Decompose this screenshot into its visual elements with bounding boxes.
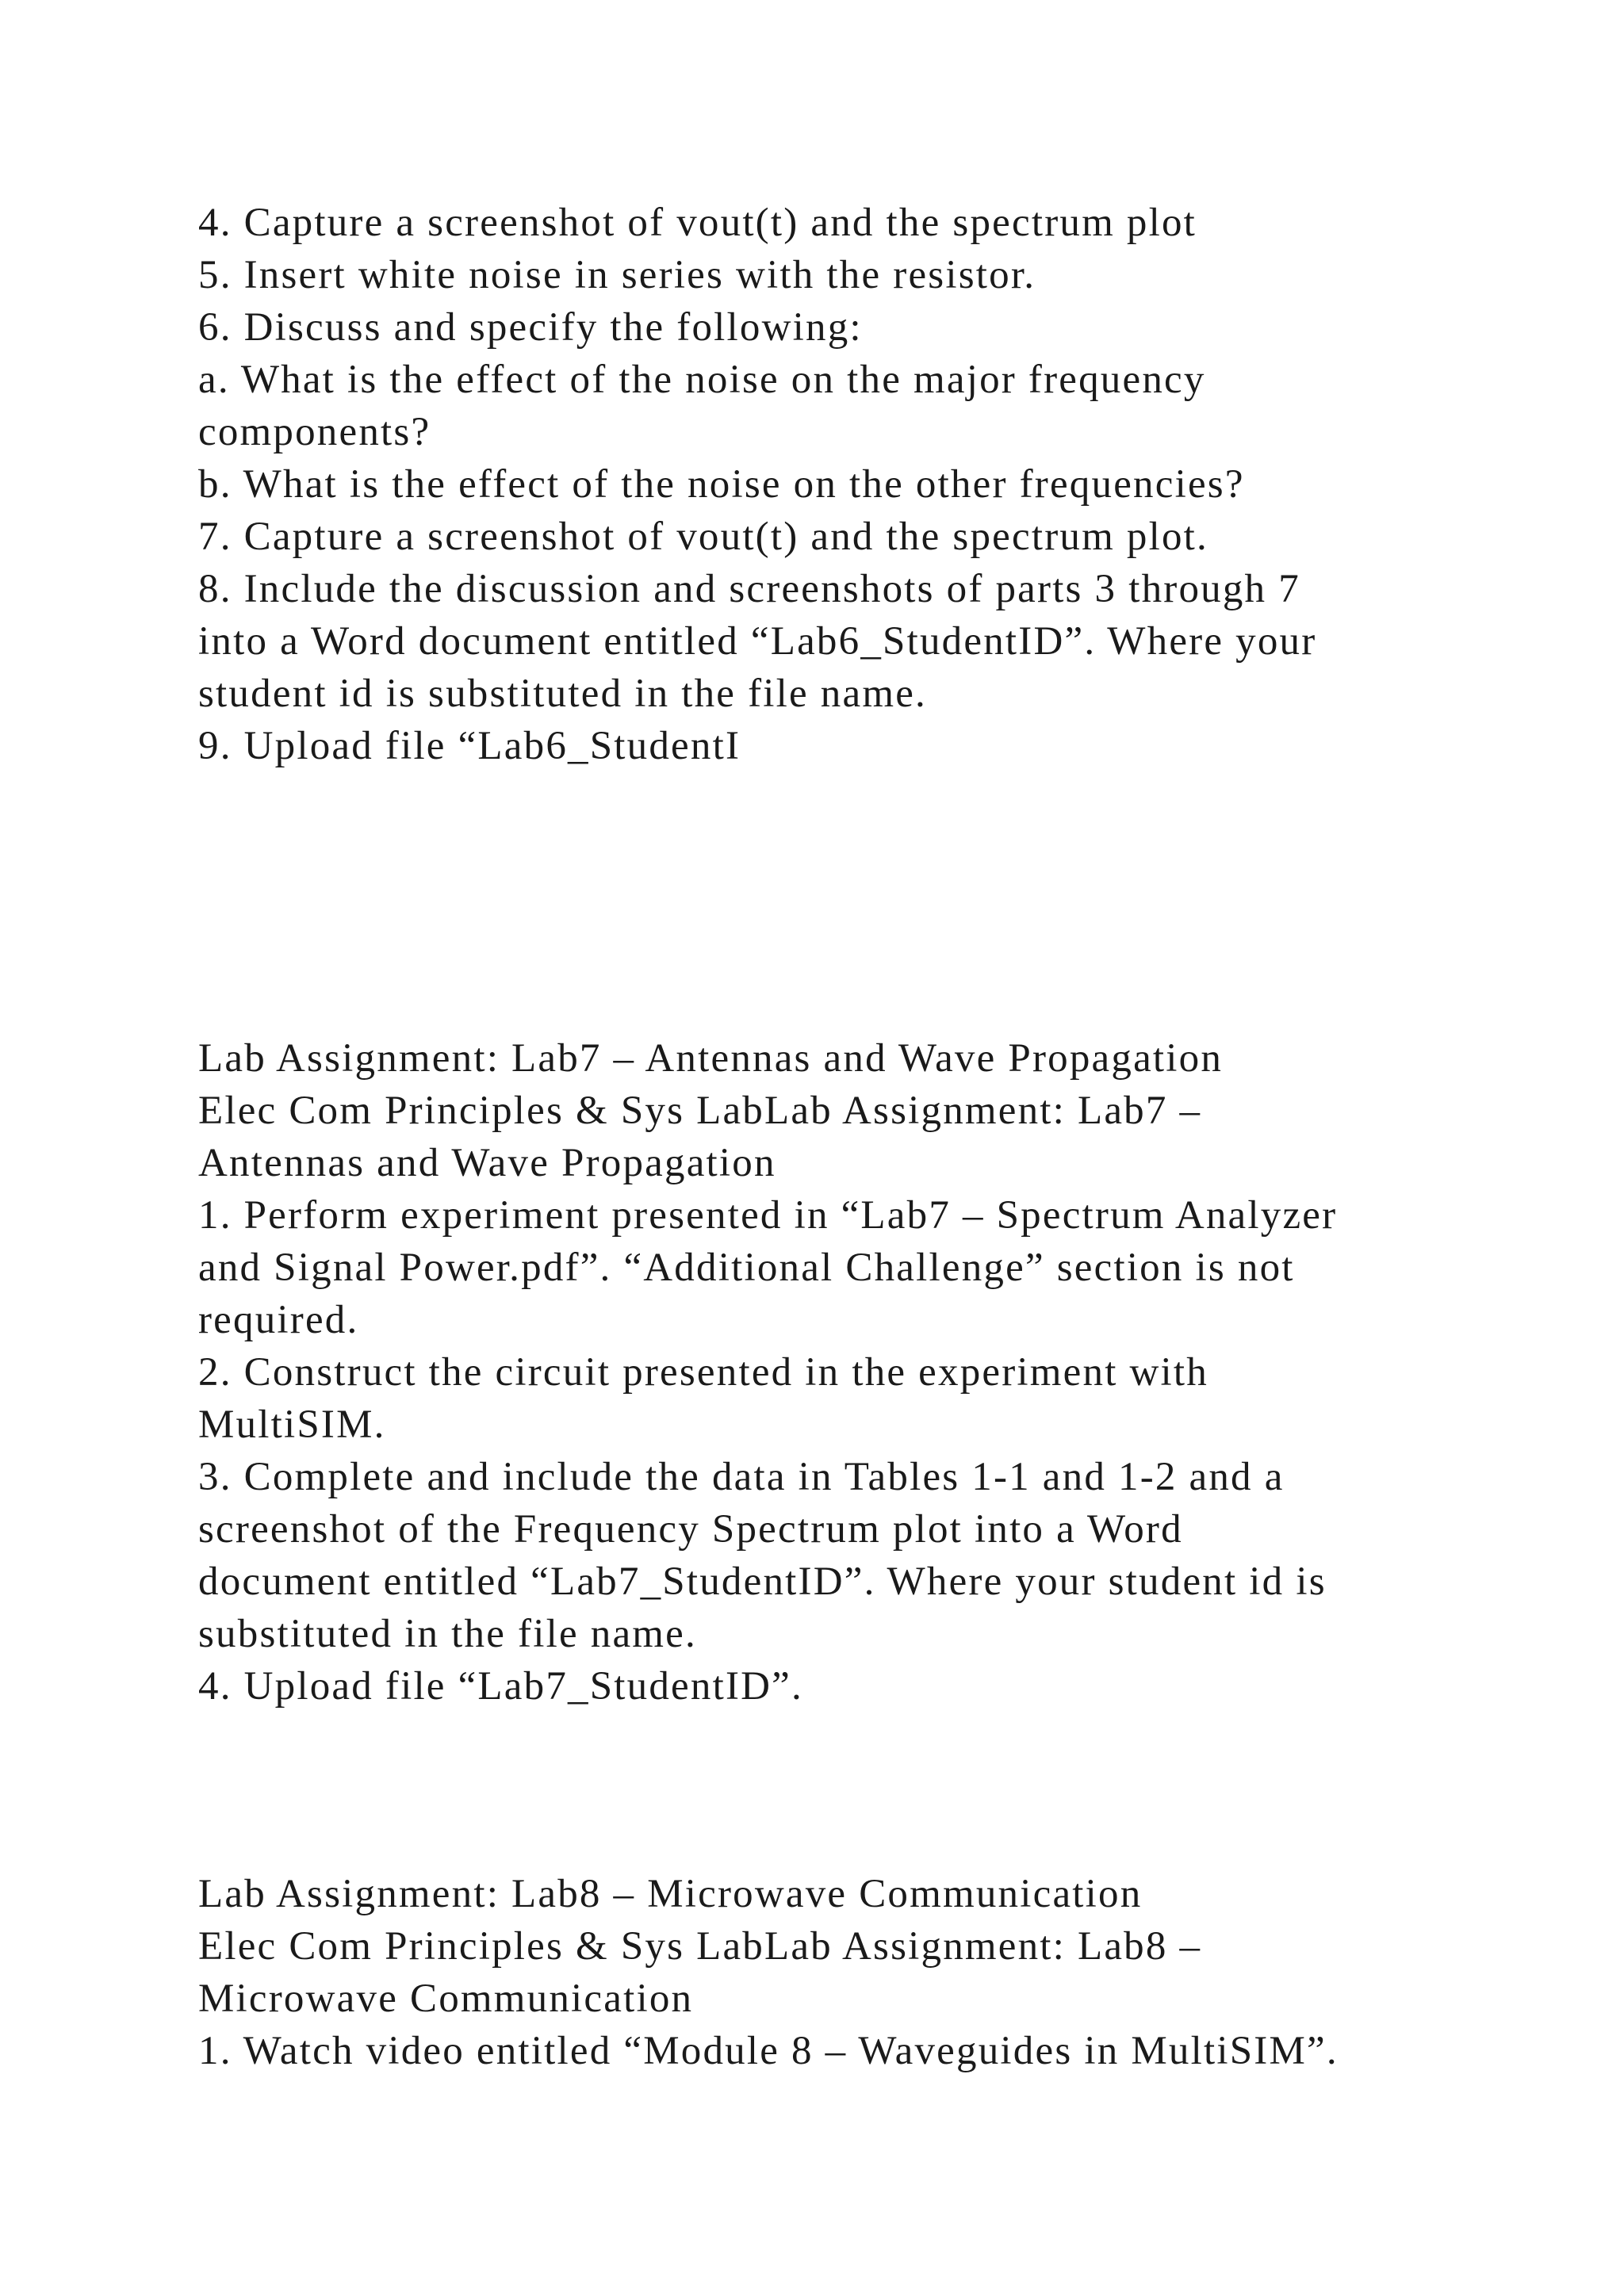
text-line: 8. Include the discussion and screenshots of parts 3 through 7 bbox=[198, 567, 1300, 611]
text-line: student id is substituted in the file name. bbox=[198, 672, 927, 716]
text-line: Antennas and Wave Propagation bbox=[198, 1141, 776, 1185]
text-line: 5. Insert white noise in series with the resistor. bbox=[198, 253, 1036, 297]
text-line: Microwave Communication bbox=[198, 1976, 694, 2021]
text-line: 3. Complete and include the data in Tables 1-1 and 1-2 and a bbox=[198, 1455, 1285, 1499]
text-line: 6. Discuss and specify the following: bbox=[198, 305, 863, 350]
text-line: 2. Construct the circuit presented in the experiment with bbox=[198, 1350, 1208, 1395]
text-line: 4. Upload file “Lab7_StudentID”. bbox=[198, 1664, 803, 1709]
section-heading: Lab Assignment: Lab8 – Microwave Communication bbox=[198, 1872, 1143, 1916]
text-line: screenshot of the Frequency Spectrum plot into a Word bbox=[198, 1507, 1183, 1552]
text-line: a. What is the effect of the noise on the major frequency bbox=[198, 358, 1206, 402]
text-line: Elec Com Principles & Sys LabLab Assignment: Lab7 – bbox=[198, 1089, 1202, 1133]
text-line: 9. Upload file “Lab6_StudentI bbox=[198, 724, 741, 768]
text-line: 4. Capture a screenshot of vout(t) and the spectrum plot bbox=[198, 201, 1197, 245]
text-line: into a Word document entitled “Lab6_StudentID”. Where your bbox=[198, 619, 1317, 664]
text-line: MultiSIM. bbox=[198, 1402, 386, 1447]
text-line: 7. Capture a screenshot of vout(t) and the spectrum plot. bbox=[198, 515, 1208, 559]
text-line: components? bbox=[198, 410, 431, 454]
text-line: and Signal Power.pdf”. “Additional Challenge” section is not bbox=[198, 1246, 1295, 1290]
text-line: 1. Watch video entitled “Module 8 – Waveguides in MultiSIM”. bbox=[198, 2029, 1339, 2073]
text-line: b. What is the effect of the noise on the other frequencies? bbox=[198, 462, 1245, 507]
text-line: 1. Perform experiment presented in “Lab7 – Spectrum Analyzer bbox=[198, 1193, 1338, 1238]
text-line: Elec Com Principles & Sys LabLab Assignment: Lab8 – bbox=[198, 1924, 1202, 1969]
text-line: required. bbox=[198, 1298, 359, 1342]
section-heading: Lab Assignment: Lab7 – Antennas and Wave Propagation bbox=[198, 1036, 1224, 1081]
text-line: substituted in the file name. bbox=[198, 1612, 697, 1656]
text-line: document entitled “Lab7_StudentID”. Where your student id is bbox=[198, 1559, 1327, 1604]
